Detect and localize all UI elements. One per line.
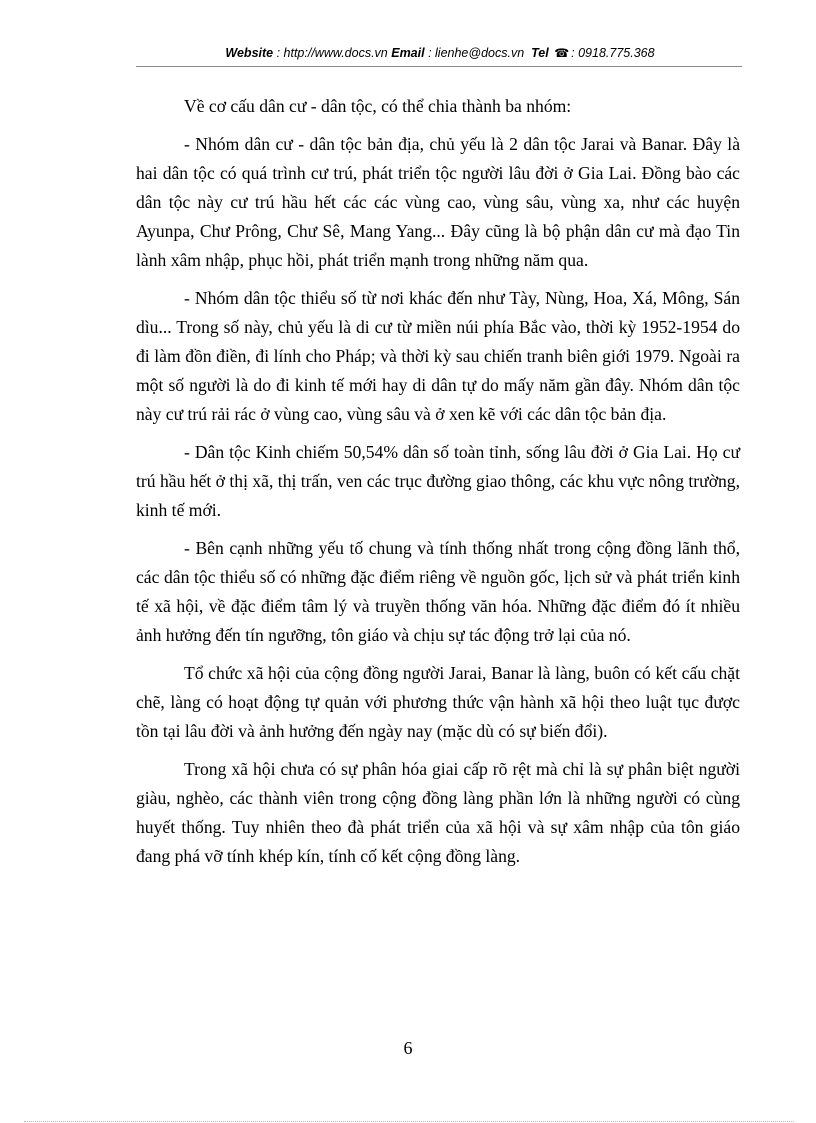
body-paragraph: - Nhóm dân tộc thiểu số từ nơi khác đến như Tày, Nùng, Hoa, Xá, Mông, Sán dìu... Trong số này, chủ yếu là di cư từ miền núi phía Bắc vào, thời kỳ 1952-1954 do đi làm đồn điền, đi lính cho Pháp; và thời kỳ sau chiến tranh biên giới 1979. Ngoài ra một số người là do đi kinh tế mới hay di dân tự do mấy năm gần đây. Nhóm dân tộc này cư trú rải rác ở vùng cao, vùng sâu và ở xen kẽ với các dân tộc bản địa.: [136, 288, 740, 424]
website-url[interactable]: http://www.docs.vn: [283, 46, 388, 60]
tel-separator: :: [571, 46, 579, 60]
page-number: 6: [403, 1038, 413, 1058]
tel-number: 0918.775.368: [578, 46, 655, 60]
body-paragraph: - Nhóm dân cư - dân tộc bản địa, chủ yếu là 2 dân tộc Jarai và Banar. Đây là hai dân tộc có quá trình cư trú, phát triển tộc người lâu đời ở Gia Lai. Đồng bào các dân tộc này cư trú hầu hết các các vùng cao, vùng sâu, vùng xa, như các huyện Ayunpa, Chư Prông, Chư Sê, Mang Yang... Đây cũng là bộ phận dân cư mà đạo Tin lành xâm nhập, phục hồi, phát triển mạnh trong những năm qua.: [136, 134, 740, 270]
page-bottom-border: [24, 1121, 794, 1122]
website-label: Website: [225, 46, 274, 60]
phone-icon: ☎: [554, 46, 570, 60]
body-paragraph: Tổ chức xã hội của cộng đồng người Jarai, Banar là làng, buôn có kết cấu chặt chẽ, làng có hoạt động tự quản với phương thức vận hành xã hội theo luật tục được tồn tại lâu đời và ảnh hưởng đến ngày nay (mặc dù có sự biến đổi).: [136, 663, 740, 741]
body-paragraph: Về cơ cấu dân cư - dân tộc, có thể chia thành ba nhóm:: [184, 96, 572, 116]
header-divider: [136, 66, 742, 67]
body-paragraph: - Dân tộc Kinh chiếm 50,54% dân số toàn tỉnh, sống lâu đời ở Gia Lai. Họ cư trú hầu hết ở thị xã, thị trấn, ven các trục đường giao thông, các khu vực nông trường, kinh tế mới.: [136, 442, 740, 520]
tel-label: Tel: [531, 46, 549, 60]
body-paragraph: Trong xã hội chưa có sự phân hóa giai cấp rõ rệt mà chỉ là sự phân biệt người giàu, nghèo, các thành viên trong cộng đồng làng phần lớn là những người có cùng huyết thống. Tuy nhiên theo đà phát triển của xã hội và sự xâm nhập của tôn giáo đang phá vỡ tính khép kín, tính cố kết cộng đồng làng.: [136, 759, 740, 866]
page-header: [138, 46, 742, 60]
document-body: [136, 92, 740, 880]
website-separator: :: [273, 46, 284, 60]
email-separator: :: [424, 46, 436, 60]
email-address[interactable]: lienhe@docs.vn: [435, 46, 525, 60]
body-paragraph: - Bên cạnh những yếu tố chung và tính thống nhất trong cộng đồng lãnh thổ, các dân tộc thiểu số có những đặc điểm riêng về nguồn gốc, lịch sử và phát triển kinh tế xã hội, về đặc điểm tâm lý và truyền thống văn hóa. Những đặc điểm đó ít nhiều ảnh hưởng đến tín ngưỡng, tôn giáo và chịu sự tác động trở lại của nó.: [136, 538, 740, 645]
email-label: Email: [391, 46, 425, 60]
